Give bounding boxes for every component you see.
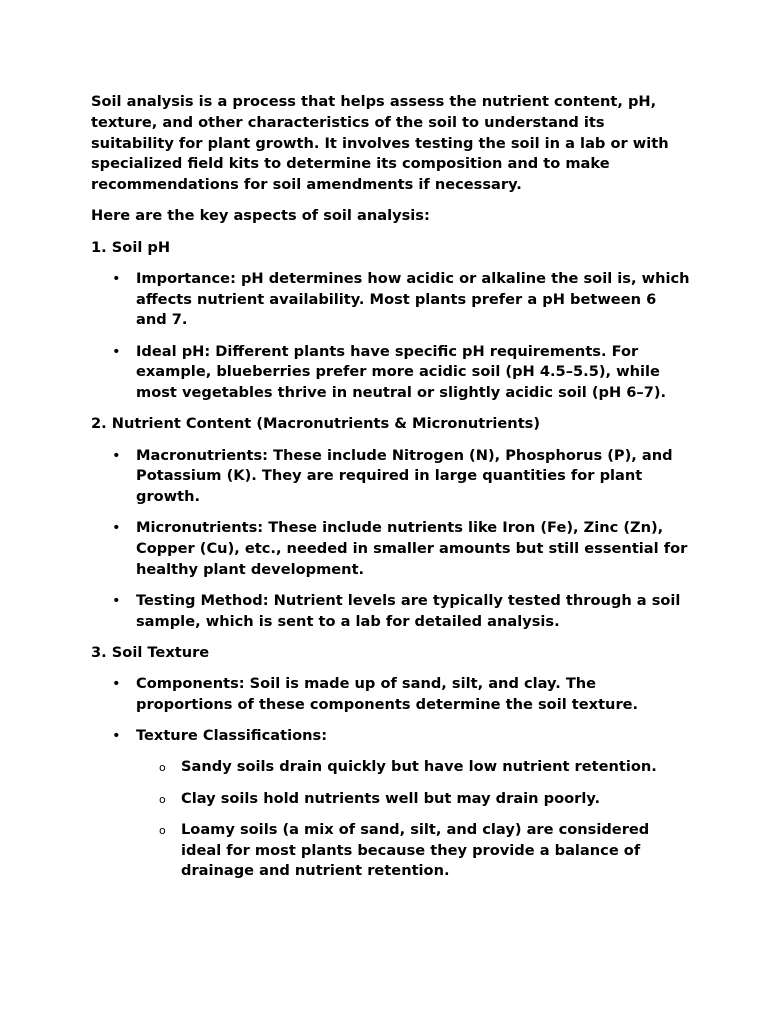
soil-ph-list xyxy=(91,269,691,404)
sub-list-item: o Loamy soils (a mix of sand, silt, and clay) are considered ideal for most plants because they provide a balance of drainage and nutrient retention. xyxy=(181,820,691,882)
list-item: • Importance: pH determines how acidic or alkaline the soil is, which affects nutrient availability. Most plants prefer a pH between 6 and 7. xyxy=(136,269,691,331)
soil-texture-list xyxy=(91,674,691,882)
list-item xyxy=(136,726,691,882)
list-item: • Testing Method: Nutrient levels are typically tested through a soil sample, which is sent to a lab for detailed analysis. xyxy=(136,591,691,633)
list-item: • Ideal pH: Different plants have specific pH requirements. For example, blueberries prefer more acidic soil (pH 4.5–5.5), while most vegetables thrive in neutral or slightly acidic soil (pH 6–7). xyxy=(136,342,691,404)
section-heading-nutrient-content: 2. Nutrient Content (Macronutrients & Micronutrients) xyxy=(91,415,541,433)
list-item: • Macronutrients: These include Nitrogen (N), Phosphorus (P), and Potassium (K). They are required in large quantities for plant growth. xyxy=(136,446,691,508)
document-page xyxy=(91,92,691,893)
texture-classifications-sublist xyxy=(136,757,691,882)
nutrient-content-list xyxy=(91,446,691,633)
key-aspects-paragraph: Here are the key aspects of soil analysis: xyxy=(91,207,430,225)
texture-classifications-label: Texture Classifications: xyxy=(136,727,328,745)
section-heading-soil-ph: 1. Soil pH xyxy=(91,238,171,256)
section-heading-soil-texture: 3. Soil Texture xyxy=(91,644,210,662)
list-item: • Micronutrients: These include nutrients like Iron (Fe), Zinc (Zn), Copper (Cu), etc., needed in smaller amounts but still essential for healthy plant development. xyxy=(136,518,691,580)
intro-paragraph: Soil analysis is a process that helps assess the nutrient content, pH, texture, and other characteristics of the soil to understand its suitability for plant growth. It involves testing the soil in a lab or with specialized field kits to determine its composition and to make recommendations for soil amendments if necessary. xyxy=(91,93,669,194)
list-item: • Components: Soil is made up of sand, silt, and clay. The proportions of these components determine the soil texture. xyxy=(136,674,691,716)
sub-list-item: o Clay soils hold nutrients well but may drain poorly. xyxy=(181,789,691,810)
sub-list-item: o Sandy soils drain quickly but have low nutrient retention. xyxy=(181,757,691,778)
